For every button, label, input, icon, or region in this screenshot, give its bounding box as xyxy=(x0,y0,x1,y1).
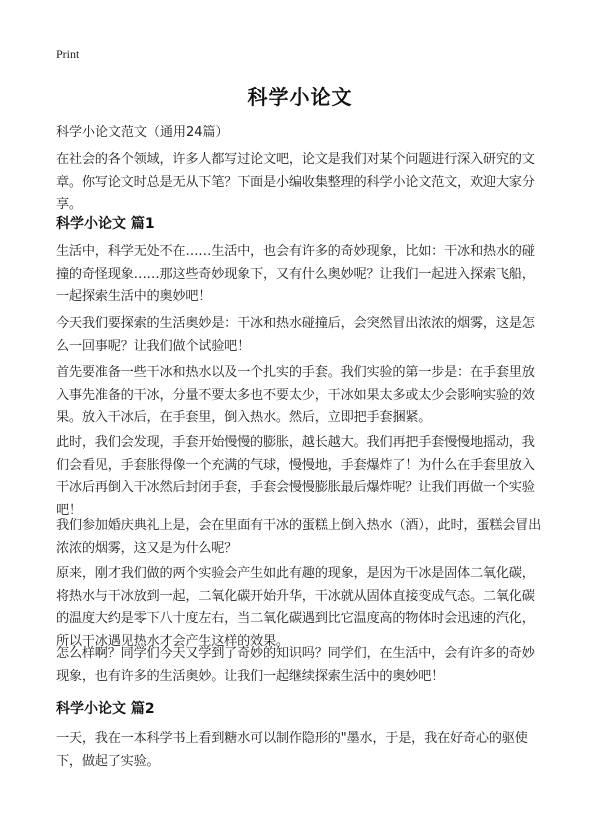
section1-paragraph-4: 此时，我们会发现，手套开始慢慢的膨胀，越长越大。我们再把手套慢慢地摇动，我们会看见，手套胀得像一个充满的气球，慢慢地，手套爆炸了！为什么在手套里放入干冰后再倒入干冰然后封闭手套，手套会慢慢膨胀最后爆炸呢？让我们再做一个实验吧！ xyxy=(56,435,535,518)
intro-paragraph: 在社会的各个领域，许多人都写过论文吧，论文是我们对某个问题进行深入研究的文章。你写论文时总是无从下笔？下面是小编收集整理的科学小论文范文，欢迎大家分享。 xyxy=(56,152,535,212)
section-heading-1: 科学小论文 篇1 xyxy=(56,216,155,232)
section1-paragraph-1: 生活中，科学无处不在……生活中，也会有许多的奇妙现象，比如：干冰和热水的碰撞的奇怪现象……那这些奇妙现象下，又有什么奥妙呢？让我们一起进入探索飞船，一起探索生活中的奥妙吧！ xyxy=(56,244,535,304)
section-heading-2: 科学小论文 篇2 xyxy=(56,701,155,717)
document-subtitle: 科学小论文范文（通用24篇） xyxy=(56,125,229,140)
section1-paragraph-5: 我们参加婚庆典礼上是，会在里面有干冰的蛋糕上倒入热水（酒），此时，蛋糕会冒出浓浓的烟雾，这又是为什么呢？ xyxy=(56,518,542,556)
section1-paragraph-7: 怎么样啊？同学们今天又学到了奇妙的知识吗？同学们，在生活中，会有许多的奇妙现象，也有许多的生活奥妙。让我们一起继续探索生活中的奥妙吧！ xyxy=(56,646,535,684)
section1-paragraph-3: 首先要准备一些干冰和热水以及一个扎实的手套。我们实验的第一步是：在手套里放入事先准备的干冰，分量不要太多也不要太少，干冰如果太多或太少会影响实验的效果。放入干冰后，在手套里，倒入热水。然后，立即把手套捆紧。 xyxy=(56,365,535,425)
section2-paragraph-1: 一天，我在一本科学书上看到糖水可以制作隐形的"墨水，于是，我在好奇心的驱使下，做起了实验。 xyxy=(56,731,528,769)
section1-paragraph-6: 原来，刚才我们做的两个实验会产生如此有趣的现象，是因为干冰是固体二氧化碳，将热水与干冰放到一起，二氧化碳开始升华，干冰就从固体直接变成气态。二氧化碳的温度大约是零下八十度左右，当二氧化碳遇到比它温度高的物体时会迅速的汽化，所以干冰遇见热水才会产生这样的效果。 xyxy=(56,566,535,649)
print-label: Print xyxy=(56,47,80,61)
section1-paragraph-2: 今天我们要探索的生活奥妙是：干冰和热水碰撞后，会突然冒出浓浓的烟雾，这是怎么一回事呢？让我们做个试验吧！ xyxy=(56,316,535,354)
page-title: 科学小论文 xyxy=(247,85,353,109)
